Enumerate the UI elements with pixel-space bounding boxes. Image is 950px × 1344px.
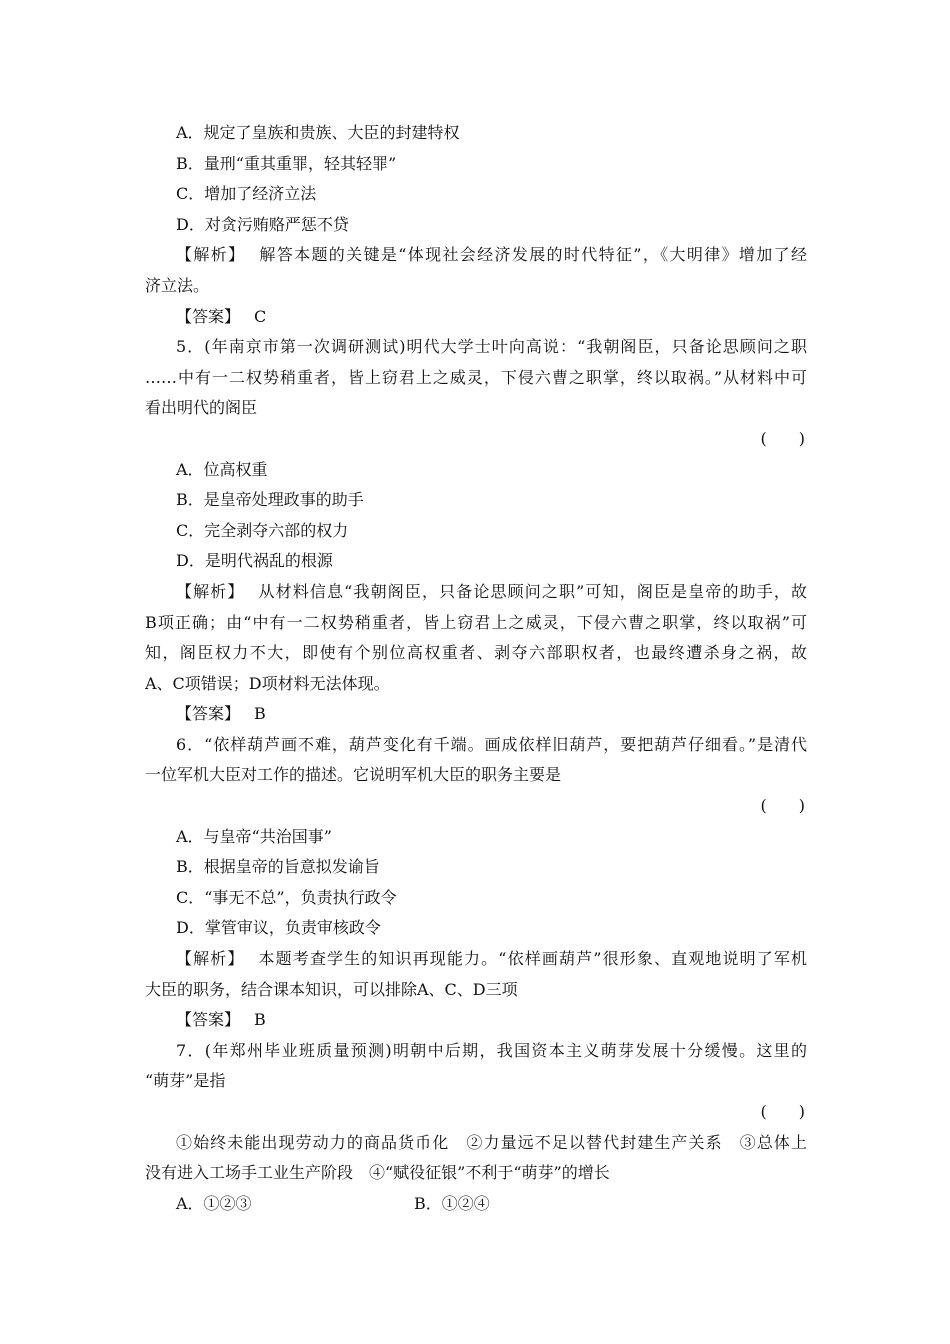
q6-option-c: C．“事无不总”，负责执行政令 (176, 887, 397, 907)
q5-option-d: D．是明代祸乱的根源 (176, 551, 333, 571)
q6-analysis-text: 本题考查学生的知识再现能力。“依样画葫芦”很形象、直观地说明了军机 (258, 949, 807, 969)
q4-option-d: D．对贪污贿赂严惩不贷 (176, 214, 349, 234)
analysis-tag: 【解析】 (176, 245, 246, 265)
q4-option-b: B．量刑“重其重罪，轻其轻罪” (176, 153, 397, 173)
q5-stem-line: 看出明代的阁臣 (145, 398, 258, 418)
q7-stem-line: 7．(年郑州毕业班质量预测)明朝中后期，我国资本主义萌芽发展十分缓慢。这里的 (176, 1040, 807, 1060)
q7-answer-blank: ( ) (760, 1102, 805, 1121)
q6-stem-line: 一位军机大臣对工作的描述。它说明军机大臣的职务主要是 (145, 765, 562, 785)
answer-tag: 【答案】 (176, 1010, 241, 1030)
q6-analysis-line (145, 944, 807, 975)
q5-option-b: B．是皇帝处理政事的助手 (176, 490, 364, 510)
q5-analysis-line (145, 577, 807, 608)
analysis-tag: 【解析】 (176, 949, 245, 969)
q5-option-c: C．完全剥夺六部的权力 (176, 520, 349, 540)
q6-answer-blank: ( ) (760, 796, 805, 816)
q4-answer-line (145, 302, 807, 333)
q7-options-row (145, 1189, 807, 1220)
document-body (145, 118, 807, 1219)
q6-option-d: D．掌管审议，负责审核政令 (176, 918, 381, 938)
q5-analysis-line: B项正确；由“中有一二权势稍重者，皆上窃君上之威灵，下侵六曹之职掌，终以取祸”可 (145, 612, 807, 632)
q4-option-c: C．增加了经济立法 (176, 184, 317, 204)
q6-answer-line (145, 1005, 807, 1036)
q6-option-b: B．根据皇帝的旨意拟发谕旨 (176, 857, 380, 877)
q4-analysis-line: 济立法。 (145, 275, 210, 295)
q5-stem-line: 5．(年南京市第一次调研测试)明代大学士叶向高说：“我朝阁臣，只备论思顾问之职 (176, 337, 807, 357)
q5-analysis-line: 知，阁臣权力不大，即使有个别位高权重者、剥夺六部职权者，也最终遭杀身之祸，故 (145, 643, 807, 663)
q5-answer: B (254, 704, 266, 724)
q7-stem-line: “萌芽”是指 (145, 1071, 226, 1091)
q6-analysis-line: 大臣的职务，结合课本知识，可以排除A、C、D三项 (145, 979, 518, 999)
q6-stem-line: 6．“依样葫芦画不难，葫芦变化有千端。画成依样旧葫芦，要把葫芦仔细看。”是清代 (176, 734, 807, 754)
answer-tag: 【答案】 (176, 704, 241, 724)
q7-option-b: B．①②④ (414, 1193, 490, 1213)
q5-analysis-line: A、C项错误；D项材料无法体现。 (145, 673, 390, 693)
q5-stem-line: ……中有一二权势稍重者，皆上窃君上之威灵，下侵六曹之职掌，终以取祸。”从材料中可 (145, 367, 807, 387)
q4-answer: C (254, 306, 267, 326)
q7-item-line: 没有进入工场手工业生产阶段 ④“赋役征银”不利于“萌芽”的增长 (145, 1163, 610, 1183)
analysis-tag: 【解析】 (176, 581, 245, 601)
q6-option-a: A．与皇帝“共治国事” (176, 826, 332, 846)
q5-answer-blank: ( ) (760, 428, 805, 448)
q4-analysis-text: 解答本题的关键是“体现社会经济发展的时代特征”，《大明律》增加了经 (259, 245, 807, 265)
q5-answer-line (145, 699, 807, 730)
q5-analysis-text: 从材料信息“我朝阁臣，只备论思顾问之职”可知，阁臣是皇帝的助手，故 (258, 581, 807, 601)
q7-option-a: A．①②③ (176, 1193, 252, 1213)
q5-option-a: A．位高权重 (176, 459, 268, 479)
q6-answer: B (254, 1010, 266, 1030)
answer-tag: 【答案】 (176, 306, 241, 326)
q4-analysis-line (145, 240, 807, 271)
q4-option-a: A．规定了皇族和贵族、大臣的封建特权 (176, 123, 460, 142)
q7-item-line: ①始终未能出现劳动力的商品货币化 ②力量远不足以替代封建生产关系 ③总体上 (176, 1132, 807, 1152)
